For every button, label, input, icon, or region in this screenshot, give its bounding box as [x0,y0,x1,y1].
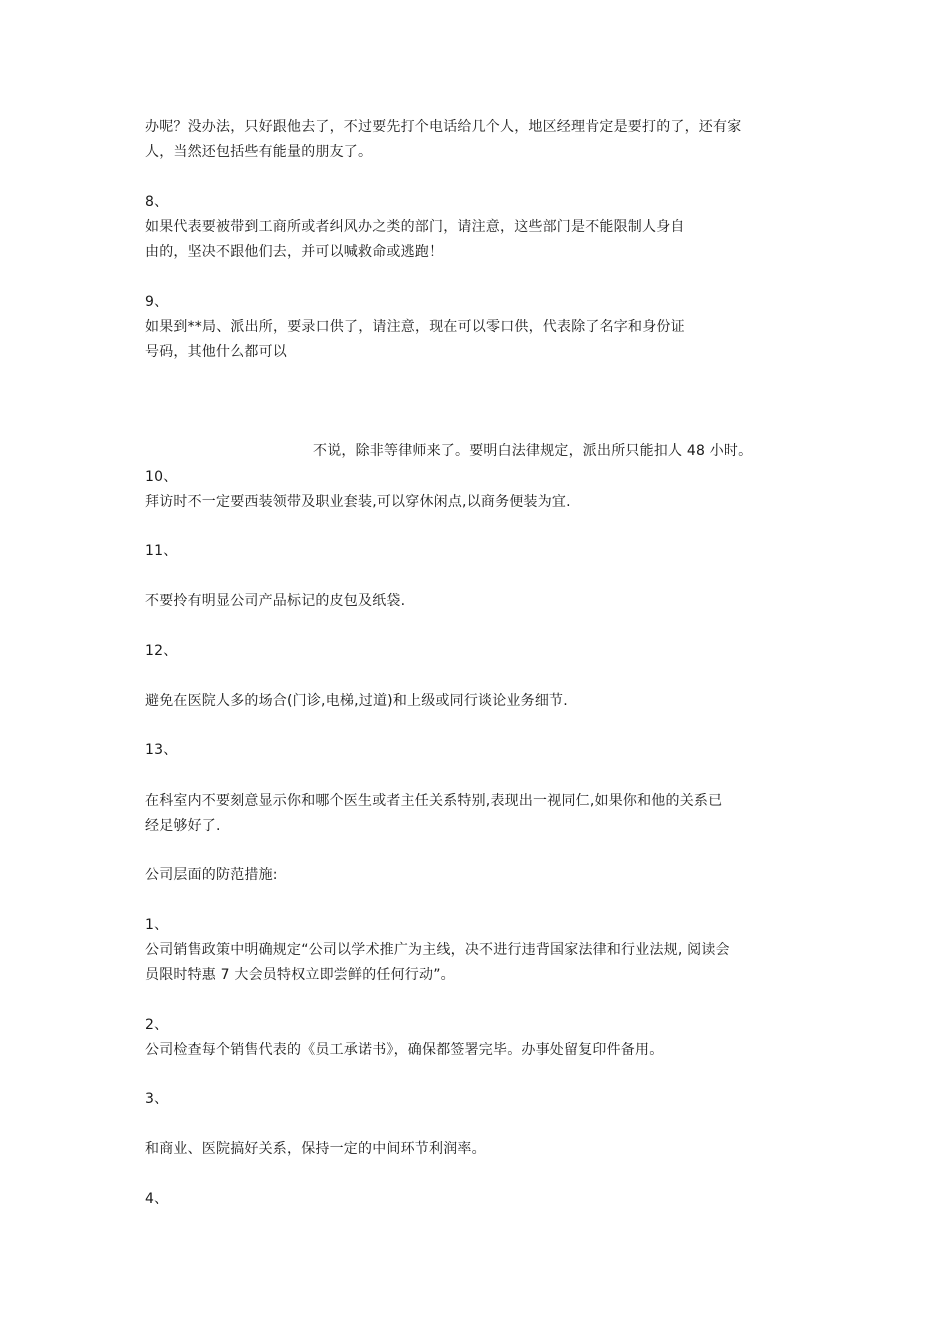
paragraph-line: 号码，其他什么都可以 [145,344,287,360]
paragraph-line: 和商业、医院搞好关系，保持一定的中间环节利润率。 [145,1141,486,1157]
paragraph-line: 在科室内不要刻意显示你和哪个医生或者主任关系特别,表现出一视同仁,如果你和他的关系已 [145,793,723,809]
item-number: 1、 [145,917,169,933]
item-number: 13、 [145,742,178,758]
item-number: 12、 [145,643,178,659]
item-number: 10、 [145,469,178,485]
paragraph-line: 如果到**局、派出所，要录口供了，请注意，现在可以零口供，代表除了名字和身份证 [145,319,685,335]
paragraph-line: 公司销售政策中明确规定“公司以学术推广为主线，决不进行违背国家法律和行业法规, 阅读会 [145,942,730,958]
item-number: 3、 [145,1091,169,1107]
paragraph-line: 不说，除非等律师来了。要明白法律规定，派出所只能扣人 48 小时。 [313,443,753,459]
paragraph-line: 员限时特惠 7 大会员特权立即尝鲜的任何行动”。 [145,967,455,983]
paragraph-line: 人，当然还包括些有能量的朋友了。 [145,144,373,160]
item-number: 4、 [145,1191,169,1207]
paragraph-line: 由的，坚决不跟他们去，并可以喊救命或逃跑！ [145,244,444,260]
paragraph-line: 经足够好了. [145,818,221,834]
item-number: 2、 [145,1017,169,1033]
paragraph-line: 拜访时不一定要西装领带及职业套装,可以穿休闲点,以商务便装为宜. [145,494,571,510]
item-number: 9、 [145,294,169,310]
item-number: 8、 [145,194,169,210]
section-heading: 公司层面的防范措施: [145,867,278,883]
paragraph-line: 办呢？没办法，只好跟他去了，不过要先打个电话给几个人，地区经理肯定是要打的了，还有家 [145,119,742,135]
item-number: 11、 [145,543,178,559]
paragraph-line: 避免在医院人多的场合(门诊,电梯,过道)和上级或同行谈论业务细节. [145,693,568,709]
paragraph-line: 如果代表要被带到工商所或者纠风办之类的部门，请注意，这些部门是不能限制人身自 [145,219,685,235]
paragraph-line: 不要拎有明显公司产品标记的皮包及纸袋. [145,593,406,609]
paragraph-line: 公司检查每个销售代表的《员工承诺书》，确保都签署完毕。办事处留复印件备用。 [145,1042,664,1058]
